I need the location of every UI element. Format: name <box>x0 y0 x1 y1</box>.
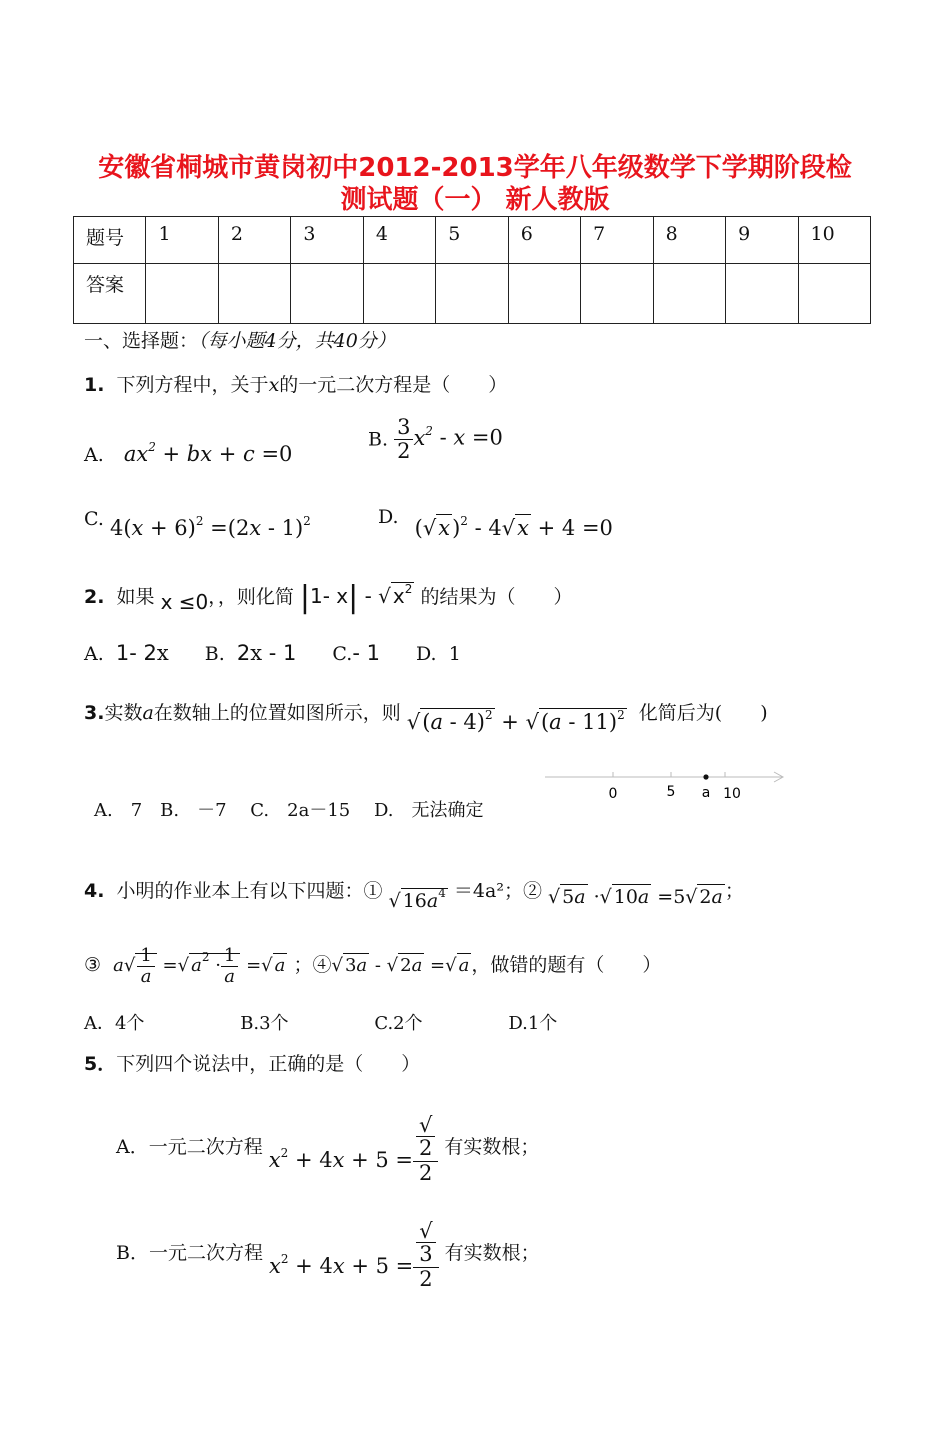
question-1-stem: 1. 下列方程中，关于x的一元二次方程是（ ） <box>84 374 508 396</box>
question-4-stem: 4. 小明的作业本上有以下四题：① √ $16a^4 =4a^2$；② √ 5a ·√ 10a =5√ 2a ； <box>84 880 744 912</box>
q4-options <box>84 1011 557 1037</box>
answer-table <box>73 216 871 324</box>
answer-cell[interactable] <box>146 264 218 324</box>
answer-cell[interactable] <box>581 264 653 324</box>
question-3-stem: 3.实数a在数轴上的位置如图所示，则 √(a - 4)$^2$ + √(a - 11)$^2$ 化简后为( ) <box>84 702 768 734</box>
q4-option-b[interactable]: B.3个 <box>240 1013 289 1034</box>
table-cell: 5 <box>436 217 508 264</box>
q4-option-d[interactable]: D.1个 <box>508 1013 558 1034</box>
q1-option-a[interactable]: A. $ax^2$ + bx + c =0 <box>84 440 293 466</box>
q2-option-b[interactable]: B. 2x - 1 <box>204 641 297 665</box>
table-cell: 2 <box>218 217 290 264</box>
number-line-diagram <box>540 765 790 805</box>
math-expression: a√ $\frac{1}{a}$ =√ $a^2$ · $\frac{1}{a}$ =√ a <box>113 944 286 987</box>
question-2-stem: 2. 如果 x ≤0，，则化简 |1- x| - √ $x^2$ 的结果为（ ） <box>84 580 573 615</box>
math-expression: $ax^2$ + bx + c <box>123 440 255 466</box>
q2-options <box>84 640 461 667</box>
q1-option-b[interactable]: B. $\frac{3}{2}$ $x^2 - x =0$ <box>368 415 503 463</box>
fraction: $\frac{3}{2}$ <box>394 416 413 463</box>
math-expression: √ 3a - √ 2a =√ a <box>331 955 470 976</box>
answer-cell[interactable] <box>291 264 363 324</box>
table-row <box>74 217 871 264</box>
table-cell: 8 <box>653 217 725 264</box>
table-cell: 题号 <box>74 217 146 264</box>
q5-option-a[interactable]: A．一元二次方程 $x^2 + 4x + 5$ = √ 2 2 有实数根； <box>116 1113 540 1185</box>
math-expression: x ≤0 <box>160 590 209 614</box>
tick-label: 5 <box>666 784 676 800</box>
table-cell: 答案 <box>74 264 146 324</box>
q2-option-d[interactable]: D. 1 <box>415 643 461 665</box>
answer-cell[interactable] <box>653 264 725 324</box>
tick-label: 10 <box>723 786 741 802</box>
q2-option-a[interactable]: A. 1- 2x <box>84 641 169 665</box>
q2-option-c[interactable]: C.- 1 <box>332 641 380 665</box>
math-expression: |1- x| - √ $x^2$ <box>299 580 413 615</box>
q4-option-c[interactable]: C.2个 <box>374 1013 423 1034</box>
math-expression: $x^2 + 4x + 5$ = √ 3 2 <box>269 1254 439 1278</box>
q3-options: A. 7 B. －7 C. 2a－15 D. 无法确定 <box>94 800 484 821</box>
section-heading: 一、选择题：（每小题4分，共40分） <box>84 330 396 352</box>
doc-title-line2: 测试题（一） 新人教版 <box>340 185 610 215</box>
q1-option-c[interactable]: C. $4(x + 6)^2 =(2x - 1)^2$ <box>84 508 311 540</box>
table-cell: 6 <box>508 217 580 264</box>
answer-cell[interactable] <box>798 264 870 324</box>
math-expression: √ $16a^4$ <box>388 886 446 912</box>
q4-option-a[interactable]: A．4个 <box>84 1013 145 1034</box>
table-cell: 9 <box>726 217 798 264</box>
table-cell: 7 <box>581 217 653 264</box>
answer-cell[interactable] <box>218 264 290 324</box>
table-cell: 3 <box>291 217 363 264</box>
q1-option-d[interactable]: D. $(√x)^2 - 4√x + 4 =0$ <box>378 506 613 540</box>
q5-option-b[interactable]: B．一元二次方程 $x^2 + 4x + 5$ = √ 3 2 有实数根； <box>116 1219 540 1291</box>
answer-cell[interactable] <box>726 264 798 324</box>
answer-cell[interactable] <box>436 264 508 324</box>
math-expression: √(a - 4)$^2$ + √(a - 11)$^2$ <box>406 708 625 734</box>
table-cell: 1 <box>146 217 218 264</box>
doc-title-line1: 安徽省桐城市黄岗初中2012-2013学年八年级数学下学期阶段检 <box>98 153 852 183</box>
math-expression: $4(x + 6)^2 =(2x - 1)^2$ <box>109 514 311 540</box>
table-row <box>74 264 871 324</box>
table-cell: 4 <box>363 217 435 264</box>
question-4-items: ③ a√ $\frac{1}{a}$ =√ $a^2$ · $\frac{1}{a}$ =√ a ；④√ 3a - √ 2a =√ a ，做错的题有（ ） <box>84 944 662 987</box>
math-expression: $x^2 + 4x + 5$ = √ 2 2 <box>269 1148 439 1172</box>
math-expression: √ 5a ·√ 10a =5√ 2a <box>548 886 723 908</box>
answer-cell[interactable] <box>508 264 580 324</box>
tick-label: 0 <box>608 786 618 802</box>
tick-label: a <box>701 785 711 801</box>
math-expression: $(√x)^2 - 4√x + 4 =0$ <box>414 514 613 540</box>
point-a-marker <box>703 774 708 779</box>
table-cell: 10 <box>798 217 870 264</box>
question-5-stem: 5．下列四个说法中，正确的是（ ） <box>84 1053 421 1075</box>
answer-cell[interactable] <box>363 264 435 324</box>
